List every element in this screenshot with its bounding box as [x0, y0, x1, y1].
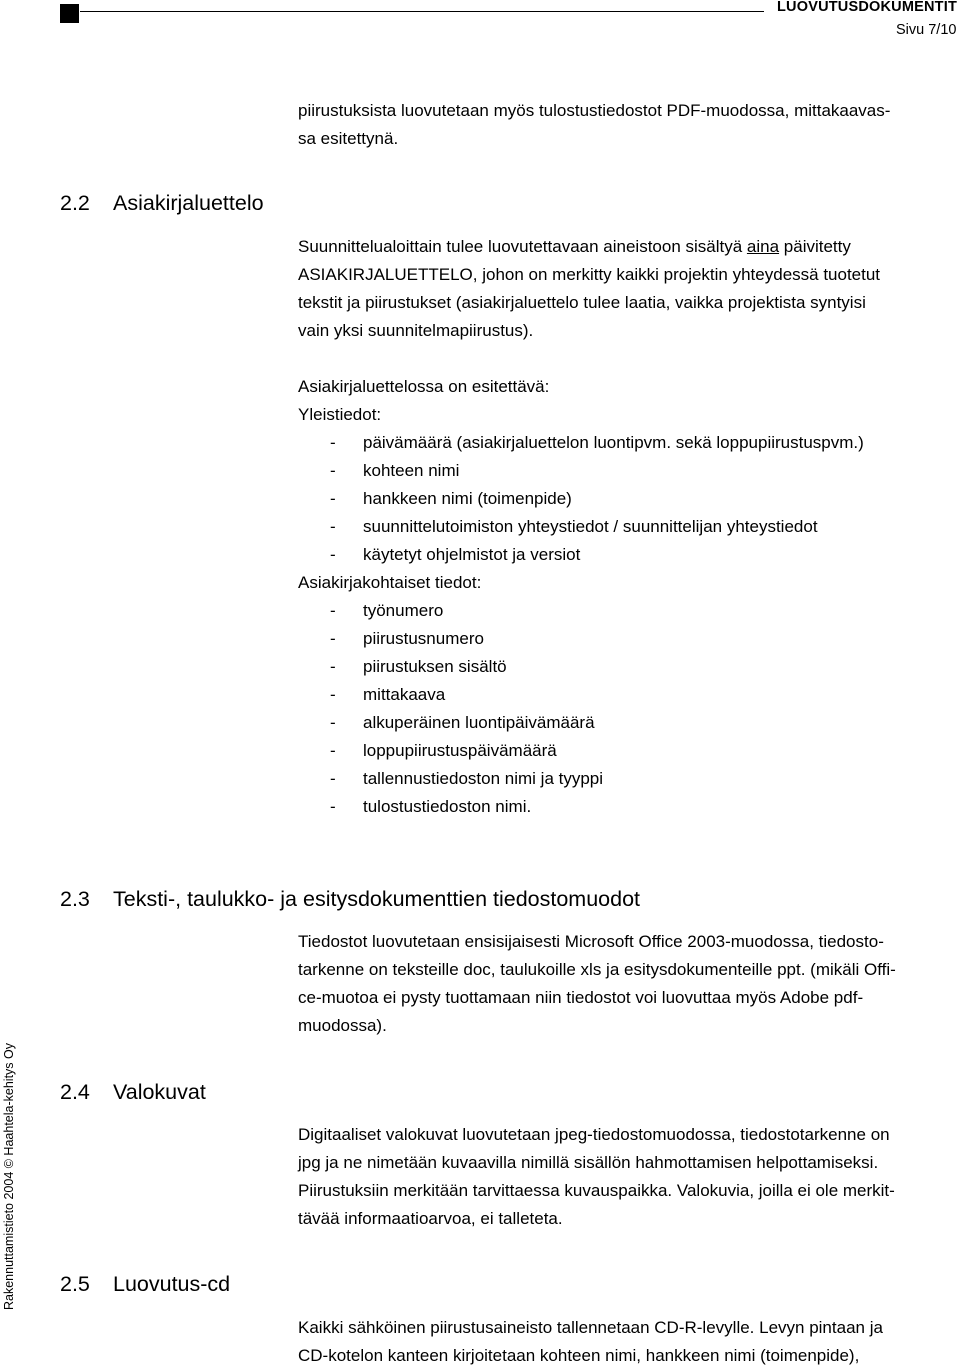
list-item [298, 429, 938, 457]
dash-bullet: - [330, 601, 336, 620]
list-item [298, 513, 938, 541]
paragraph-line: tekstit ja piirustukset (asiakirjaluettelo tulee laatia, vaikka projektista syntyisi [298, 293, 866, 312]
photos-paragraph [298, 1121, 895, 1233]
underlined-emphasis: aina [746, 237, 780, 256]
list-item [298, 625, 938, 653]
general-info-list [298, 429, 938, 569]
list-item-text: käytetyt ohjelmistot ja versiot [363, 545, 581, 564]
paragraph-line: vain yksi suunnitelmapiirustus). [298, 321, 534, 340]
dash-bullet: - [330, 657, 336, 676]
asiakirjaluettelo-paragraph [298, 233, 880, 345]
dash-bullet: - [330, 741, 336, 760]
list-item-text: piirustusnumero [363, 629, 484, 648]
list-item [298, 653, 938, 681]
list-item-text: loppupiirustuspäivämäärä [363, 741, 557, 760]
dash-bullet: - [330, 629, 336, 648]
dash-bullet: - [330, 433, 336, 452]
section-number: 2.2 [60, 191, 90, 215]
list-item [298, 457, 938, 485]
dash-bullet: - [330, 489, 336, 508]
dash-bullet: - [330, 769, 336, 788]
dash-bullet: - [330, 797, 336, 816]
list-item-text: suunnittelutoimiston yhteystiedot / suunnittelijan yhteystiedot [363, 517, 818, 536]
paragraph-line: Piirustuksiin merkitään tarvittaessa kuvauspaikka. Valokuvia, joilla ei ole merkit- [298, 1181, 895, 1200]
text-span: Suunnittelualoittain tulee luovutettavaan aineistoon sisältyä [298, 237, 747, 256]
list-item-text: alkuperäinen luontipäivämäärä [363, 713, 595, 732]
dash-bullet: - [330, 713, 336, 732]
list-item [298, 737, 938, 765]
copyright-sidebar: Rakennuttamistieto 2004 © Haahtela-kehitys Oy [2, 1043, 16, 1310]
section-heading-2-3 [60, 887, 760, 915]
section-number: 2.3 [60, 887, 90, 911]
list-item-text: tulostustiedoston nimi. [363, 797, 532, 816]
header-logo-square [60, 4, 79, 23]
required-contents [298, 373, 938, 821]
general-info-label: Yleistiedot: [298, 405, 382, 424]
header-rule [80, 11, 764, 12]
list-item-text: tallennustiedoston nimi ja tyyppi [363, 769, 604, 788]
section-number: 2.5 [60, 1272, 90, 1296]
document-info-label: Asiakirjakohtaiset tiedot: [298, 573, 482, 592]
header-title: LUOVUTUSDOKUMENTIT [777, 0, 958, 15]
section-title: Asiakirjaluettelo [113, 191, 264, 215]
section-number: 2.4 [60, 1080, 90, 1104]
paragraph-line: ASIAKIRJALUETTELO, johon on merkitty kaikki projektin yhteydessä tuotetut [298, 265, 881, 284]
paragraph-line: Kaikki sähköinen piirustusaineisto tallennetaan CD-R-levylle. Levyn pintaan ja [298, 1318, 883, 1337]
text-span: päivitetty [779, 237, 851, 256]
list-item [298, 681, 938, 709]
paragraph-line: Tiedostot luovutetaan ensisijaisesti Microsoft Office 2003-muodossa, tiedosto- [298, 932, 884, 951]
paragraph-line: CD-kotelon kanteen kirjoitetaan kohteen nimi, hankkeen nimi (toimenpide), [298, 1346, 860, 1365]
section-heading-2-4 [60, 1080, 460, 1108]
paragraph-line: muodossa). [298, 1016, 387, 1035]
list-item [298, 541, 938, 569]
dash-bullet: - [330, 545, 336, 564]
intro-paragraph [298, 97, 890, 153]
paragraph-line: tävää informaatioarvoa, ei talleteta. [298, 1209, 563, 1228]
paragraph-line: piirustuksista luovutetaan myös tulostustiedostot PDF-muodossa, mittakaavas- [298, 101, 891, 120]
dash-bullet: - [330, 461, 336, 480]
paragraph-line: jpg ja ne nimetään kuvaavilla nimillä sisällön hahmottamisen helpottamiseksi. [298, 1153, 879, 1172]
list-item-text: työnumero [363, 601, 444, 620]
section-title: Valokuvat [113, 1080, 206, 1104]
file-formats-paragraph [298, 928, 896, 1040]
paragraph-line: tarkenne on teksteille doc, taulukoille xls ja esitysdokumenteille ppt. (mikäli Offi- [298, 960, 896, 979]
section-heading-2-5 [60, 1272, 460, 1300]
section-title: Luovutus-cd [113, 1272, 231, 1296]
list-intro-label: Asiakirjaluettelossa on esitettävä: [298, 377, 550, 396]
paragraph-line [298, 233, 880, 261]
dash-bullet: - [330, 685, 336, 704]
page-number: Sivu 7/10 [896, 22, 957, 38]
list-item [298, 597, 938, 625]
list-item-text: mittakaava [363, 685, 446, 704]
delivery-cd-paragraph [298, 1314, 883, 1370]
list-item [298, 485, 938, 513]
section-title: Teksti-, taulukko- ja esitysdokumenttien tiedostomuodot [113, 887, 641, 911]
paragraph-line: ce-muotoa ei pysty tuottamaan niin tiedostot voi luovuttaa myös Adobe pdf- [298, 988, 864, 1007]
list-item-text: piirustuksen sisältö [363, 657, 507, 676]
list-item-text: päivämäärä (asiakirjaluettelon luontipvm. sekä loppupiirustuspvm.) [363, 433, 864, 452]
list-item [298, 793, 938, 821]
document-info-list [298, 597, 938, 821]
dash-bullet: - [330, 517, 336, 536]
paragraph-line: sa esitettynä. [298, 129, 399, 148]
list-item [298, 709, 938, 737]
list-item-text: hankkeen nimi (toimenpide) [363, 489, 572, 508]
paragraph-line: Digitaaliset valokuvat luovutetaan jpeg-tiedostomuodossa, tiedostotarkenne on [298, 1125, 890, 1144]
list-item [298, 765, 938, 793]
section-heading-2-2 [60, 191, 460, 219]
list-item-text: kohteen nimi [363, 461, 460, 480]
